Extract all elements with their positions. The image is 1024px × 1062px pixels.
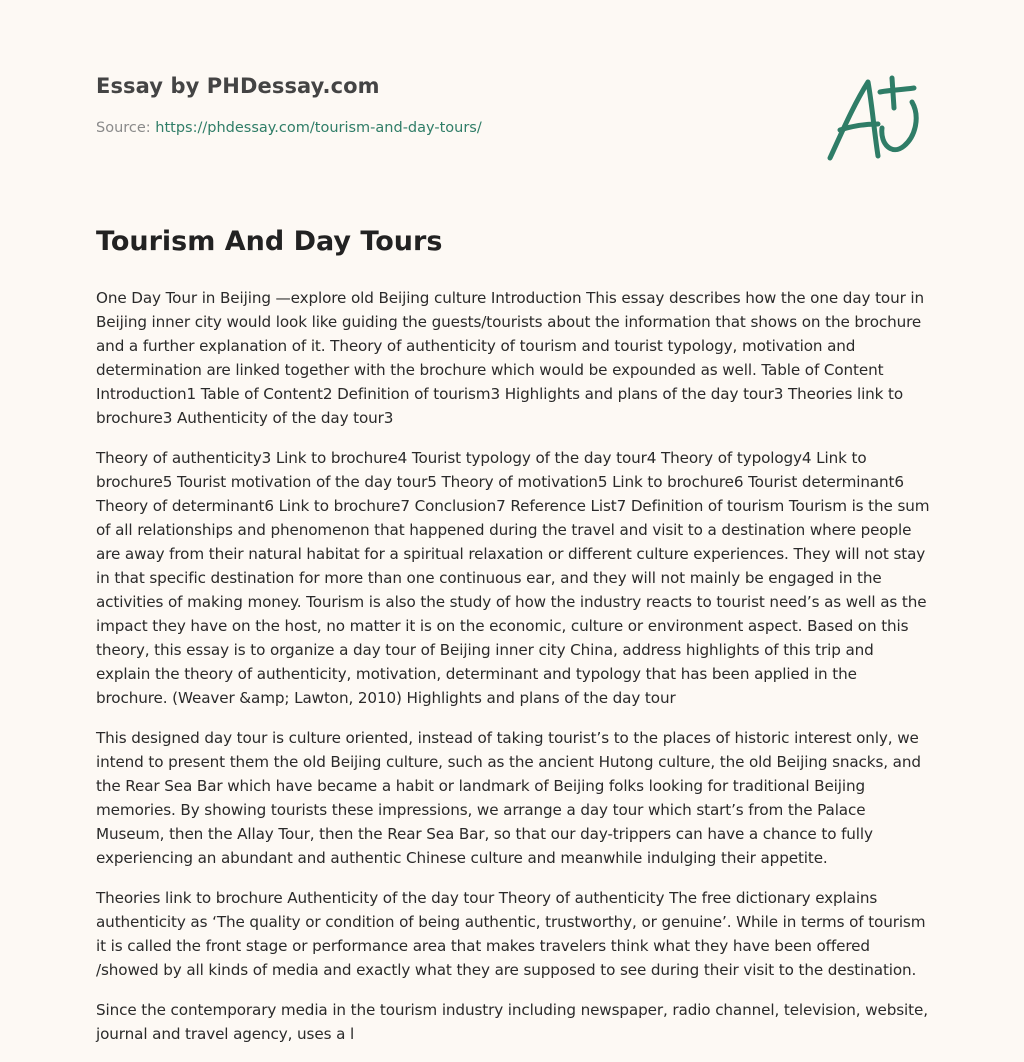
source-label: Source: — [96, 120, 156, 136]
essay-paragraph: Theory of authenticity3 Link to brochure4 Tourist typology of the day tour4 Theory of typology4 Link to brochure5 Tourist motivation of the day tour5 Theory of motivation5 Link to brochure6 Tourist determinant6 Theory of determinant6 Link to brochure7 Conclusion7 Reference List7 Definition of tourism Tourism is the sum of all relationships and phenomenon that happened during the travel and visit to a destination where people are away from their natural habitat for a spiritual relaxation or different culture experiences. They will not stay in that specific destination for more than one continuous ear, and they will not mainly be engaged in the activities of making money. Tourism is also the study of how the industry reacts to tourist need’s as well as the impact they have on the host, no matter it is on the economic, culture or environment aspect. Based on this theory, this essay is to organize a day tour of Beijing inner city China, address highlights of this trip and explain the theory of authenticity, motivation, determinant and typology that has been applied in the brochure. (Weaver &amp; Lawton, 2010) Highlights and plans of the day tour — [96, 449, 930, 707]
essay-title: Tourism And Day Tours — [96, 226, 443, 257]
essay-paragraph: This designed day tour is culture oriented, instead of taking tourist’s to the places of historic interest only, we intend to present them the old Beijing culture, such as the ancient Hutong culture, the old Beijing snacks, and the Rear Sea Bar which have became a habit or landmark of Beijing folks looking for traditional Beijing memories. By showing tourists these impressions, we arrange a day tour which start’s from the Palace Museum, then the Allay Tour, then the Rear Sea Bar, so that our day-trippers can have a chance to fully experiencing an abundant and authentic Chinese culture and meanwhile indulging their appetite. — [96, 729, 921, 867]
essay-paragraph: Theories link to brochure Authenticity of the day tour Theory of authenticity The free dictionary explains authenticity as ‘The quality or condition of being authentic, trustworthy, or genuine’. While in terms of tourism it is called the front stage or performance area that makes travelers think what they have been offered /showed by all kinds of media and exactly what they are supposed to see during their visit to the destination. — [96, 889, 926, 979]
source-link[interactable]: https://phdessay.com/tourism-and-day-tours/ — [155, 120, 482, 136]
essay-header — [96, 74, 796, 136]
a-plus-grade-icon — [820, 66, 932, 166]
brand-title: Essay by PHDessay.com — [96, 74, 380, 98]
essay-paragraph: One Day Tour in Beijing —explore old Beijing culture Introduction This essay describes how the one day tour in Beijing inner city would look like guiding the guests/tourists about the information that shows on the brochure and a further explanation of it. Theory of authenticity of tourism and tourist typology, motivation and determination are linked together with the brochure which would be expounded as well. Table of Content Introduction1 Table of Content2 Definition of tourism3 Highlights and plans of the day tour3 Theories link to brochure3 Authenticity of the day tour3 — [96, 289, 925, 427]
essay-body — [96, 286, 930, 1062]
source-line — [96, 120, 796, 136]
essay-paragraph: Since the contemporary media in the tourism industry including newspaper, radio channel, television, website, journal and travel agency, uses a l — [96, 1001, 928, 1043]
